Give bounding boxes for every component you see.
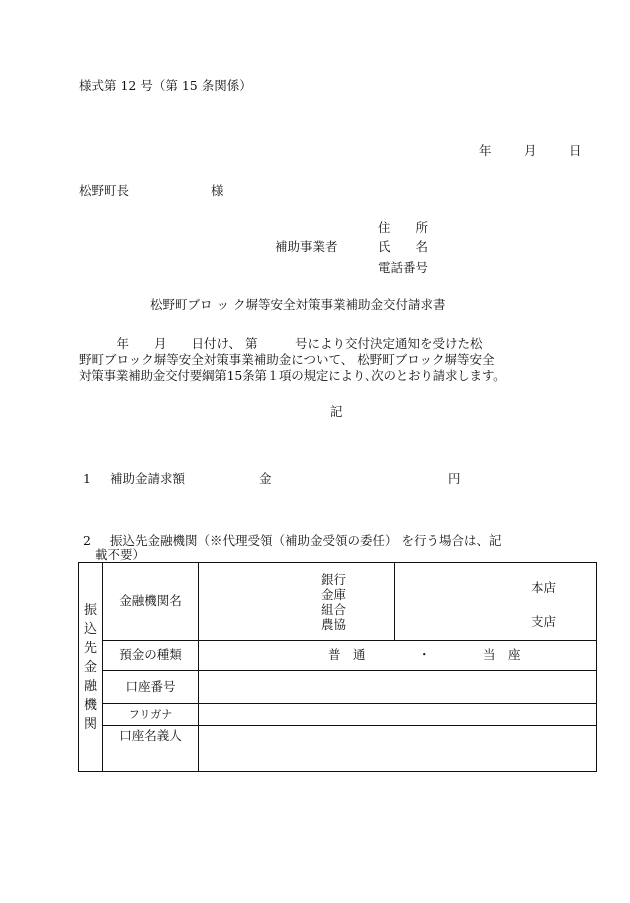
branch-name-field[interactable]	[395, 563, 597, 641]
form-number: 様式第 12 号（第 15 条関係）	[79, 78, 252, 93]
date-month-label: 月	[524, 143, 537, 158]
phone-label: 電話番号	[378, 260, 429, 275]
bank-vertical-label: 振 込 先 金 融 機 関	[79, 563, 103, 772]
address-label: 住 所	[378, 220, 429, 235]
deposit-type-label: 預金の種類	[103, 641, 199, 671]
institution-name-field[interactable]	[199, 563, 395, 641]
account-number-field[interactable]	[199, 671, 597, 704]
institution-name-label: 金融機関名	[103, 563, 199, 641]
item1-label: 補助金請求額	[110, 471, 186, 486]
item2-line-2: 載不要）	[95, 547, 146, 562]
body-line-2: 野町ブロック塀等安全対策事業補助金について、 松野町ブロック塀等安全	[79, 352, 495, 367]
branch-main-label: 本店	[530, 580, 556, 595]
institution-type-list: 銀行 金庫 組合 農協	[320, 571, 346, 632]
body-line-1: 年 月 日付け、 第 号により交付決定通知を受けた松	[79, 336, 483, 351]
addressee-honorific: 様	[211, 183, 224, 198]
ki-label: 記	[330, 404, 343, 419]
date-year-label: 年	[479, 143, 492, 158]
body-line-3: 対策事業補助金交付要綱第15条第１項の規定により､次のとおり請求します。	[79, 368, 506, 383]
account-holder-label: 口座名義人	[103, 726, 199, 772]
document-title: 松野町ブロ ッ ク塀等安全対策事業補助金交付請求書	[150, 297, 446, 312]
deposit-current-option[interactable]: 当 座	[483, 647, 521, 662]
item2-line-1: 振込先金融機関（※代理受領（補助金受領の委任） を行う場合は、記	[110, 533, 502, 548]
item1-unit: 円	[448, 471, 461, 486]
account-holder-field[interactable]	[199, 726, 597, 772]
deposit-ordinary-option[interactable]: 普 通	[328, 647, 366, 662]
furigana-label: フリガナ	[103, 704, 199, 726]
deposit-type-field[interactable]	[199, 641, 597, 671]
bank-account-table	[78, 562, 597, 772]
body-paragraph	[79, 336, 581, 384]
furigana-field[interactable]	[199, 704, 597, 726]
name-label: 氏 名	[378, 239, 429, 254]
item1-number: 1	[83, 471, 91, 486]
account-number-label: 口座番号	[103, 671, 199, 704]
addressee-name: 松野町長	[79, 183, 130, 198]
branch-sub-label: 支店	[530, 614, 556, 629]
item2-number: 2	[83, 533, 91, 548]
applicant-role-label: 補助事業者	[275, 239, 338, 254]
deposit-separator: ・	[418, 647, 431, 662]
date-day-label: 日	[569, 143, 582, 158]
item1-currency-prefix: 金	[259, 471, 272, 486]
